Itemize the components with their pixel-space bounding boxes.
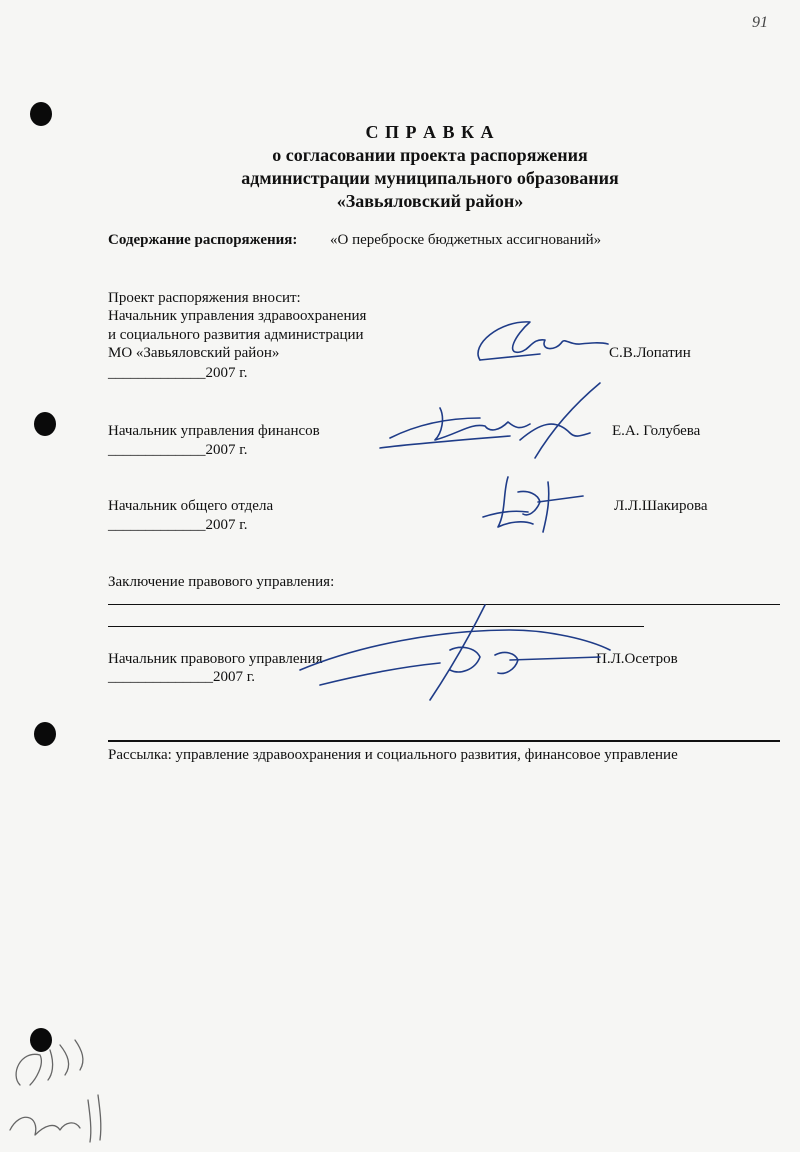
punch-hole [34, 412, 56, 436]
document-subtitle: «Завьяловский район» [336, 191, 524, 211]
punch-hole [34, 722, 56, 746]
legal-position: Начальник правового управления [108, 651, 323, 667]
submitter-position: Начальник управления здравоохранения [108, 308, 367, 324]
submitter-heading: Проект распоряжения вносит: [108, 290, 301, 306]
submitter-date: _____________2007 г. [108, 365, 248, 381]
document-title: С П Р А В К А [365, 122, 495, 142]
submitter-name: С.В.Лопатин [609, 345, 691, 361]
document-subtitle: администрации муниципального образования [241, 168, 619, 188]
submitter-position: МО «Завьяловский район» [108, 345, 280, 361]
content-label: Содержание распоряжения: [108, 232, 298, 248]
signature-lopatin [470, 310, 610, 370]
finance-date: _____________2007 г. [108, 442, 248, 458]
distribution-rule [108, 740, 780, 742]
signature-shakirova [478, 472, 588, 542]
page-number: 91 [752, 14, 768, 31]
general-name: Л.Л.Шакирова [614, 498, 708, 514]
pencil-note [0, 1030, 110, 1150]
signature-golubeva [370, 378, 600, 468]
document-subtitle: о согласовании проекта распоряжения [272, 145, 588, 165]
punch-hole [30, 102, 52, 126]
submitter-position: и социального развития администрации [108, 327, 364, 343]
general-date: _____________2007 г. [108, 517, 248, 533]
legal-date: ______________2007 г. [108, 669, 255, 685]
finance-name: Е.А. Голубева [612, 423, 701, 439]
distribution-text: Рассылка: управление здравоохранения и социального развития, финансовое управление [108, 747, 678, 763]
general-position: Начальник общего отдела [108, 498, 274, 514]
legal-conclusion-label: Заключение правового управления: [108, 574, 335, 590]
signature-osetrov [300, 595, 640, 705]
legal-name: П.Л.Осетров [596, 651, 678, 667]
content-value: «О переброске бюджетных ассигнований» [330, 232, 602, 248]
finance-position: Начальник управления финансов [108, 423, 320, 439]
